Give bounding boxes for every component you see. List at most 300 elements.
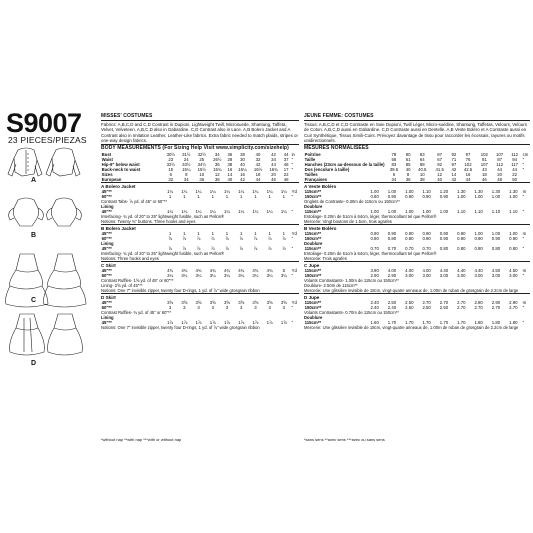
- french-yardage-value: 0.90: [422, 236, 431, 242]
- skirt-c-front-back-drawing: [4, 252, 88, 310]
- english-yardage-value: 3¼: [209, 273, 216, 279]
- english-lining-value: ⅞: [182, 246, 187, 252]
- french-measurement-value: 44: [497, 166, 502, 172]
- english-measurement-value: 14: [227, 172, 233, 177]
- english-measurement-value: 42: [271, 151, 276, 157]
- figure-d-skirt-illustration: [4, 312, 88, 370]
- french-lining-value: 0.80: [457, 246, 466, 252]
- english-measurement-value: 30: [240, 156, 245, 162]
- english-measurement-value: 15¼: [182, 166, 191, 172]
- english-yardage-value: 3⅝: [167, 300, 174, 306]
- english-body-heading: BODY MEASUREMENTS (For Sizing Help Visit www.simplicity.com/sizehelp): [101, 145, 289, 152]
- english-measurement-value: 32½: [166, 161, 175, 167]
- french-yardage-value: 0.90: [387, 194, 397, 200]
- english-yardage-value: 1: [183, 194, 186, 200]
- french-measurement-value: 107: [496, 151, 504, 157]
- english-measurement-value: 26½: [213, 156, 222, 162]
- french-measurement-value: 88: [419, 161, 425, 167]
- english-measurement-value: 44: [283, 151, 289, 157]
- english-yardage-value: 1: [225, 194, 229, 200]
- french-measurement-unit: ": [522, 166, 525, 172]
- french-yardage-value: 2.50: [405, 300, 414, 306]
- english-section-sub: Lining: [101, 315, 114, 321]
- french-measurement-value: 64: [419, 156, 425, 162]
- english-measurement-value: 10: [199, 172, 205, 177]
- english-yardage-value: 4¾: [252, 268, 259, 274]
- french-measurement-value: 97: [451, 161, 457, 167]
- french-measurement-value: 83: [391, 161, 397, 167]
- french-lining-label: 115cm**: [304, 246, 322, 252]
- english-yardage-value: 4¾: [181, 268, 188, 274]
- french-yardage-value: 0.80: [370, 194, 379, 200]
- english-measurement-value: 16: [240, 172, 245, 177]
- english-section-note: Contrast Tabs- ⅞ yd. of 45" or 60"**: [101, 199, 167, 205]
- english-yardage-value: 3¼: [280, 273, 287, 279]
- french-lining-value: 1.60: [370, 320, 379, 326]
- french-yardage-value: 2.90: [491, 300, 501, 306]
- french-section-title: D Jupe: [304, 293, 530, 300]
- french-measurement-value: 14: [451, 172, 457, 177]
- french-yardage-value: 2.50: [387, 300, 397, 306]
- french-section-note: Entoilage- 0.20m de 51cm à 64cm, léger, thermocollant tel que Pellon®: [304, 251, 437, 257]
- english-yardage-value: 1: [282, 231, 286, 237]
- english-lining-value: 1⅞: [209, 320, 216, 326]
- french-measurement-value: 41.5: [435, 166, 444, 172]
- french-lining-value: 0.70: [405, 246, 414, 252]
- french-yardage-value: 3.00: [457, 273, 466, 279]
- english-yardage-value: 3⅝: [280, 300, 287, 306]
- english-yardage-value: ⅞: [282, 236, 286, 242]
- french-lining-unit: ": [522, 246, 525, 252]
- english-yardage-value: 3¼: [223, 273, 230, 279]
- english-lining-value: ⅞: [253, 246, 258, 252]
- french-yardage-value: 0.80: [387, 236, 397, 242]
- french-measurement-value: 40: [405, 166, 411, 172]
- english-lining-label: 45"**: [101, 209, 112, 215]
- english-measurement-value: 22: [283, 172, 289, 177]
- french-yardage-value: 0.90: [457, 236, 466, 242]
- french-lining-value: 1.00: [387, 209, 397, 215]
- english-measurement-label: Hip-9" below waist: [101, 161, 140, 167]
- french-measurement-value: 8: [406, 172, 410, 177]
- french-yardage-value: 0.90: [439, 194, 449, 200]
- french-measurement-value: 10: [419, 172, 425, 177]
- french-measurement-value: 43: [481, 166, 487, 172]
- french-measurement-value: 36: [405, 177, 411, 183]
- french-yardage-value: 0.90: [474, 236, 483, 242]
- english-measurement-value: 31½: [182, 151, 191, 157]
- french-measurement-value: 71: [451, 156, 457, 162]
- english-measurement-label: Waist: [101, 156, 113, 162]
- english-measurement-value: 46: [271, 177, 276, 183]
- english-yardage-label: 45"**: [101, 231, 112, 237]
- french-measurement-value: 16: [465, 172, 471, 177]
- english-measurement-unit: ": [291, 166, 294, 172]
- french-yardage-value: 2.70: [439, 300, 449, 306]
- english-lining-unit: ": [291, 320, 294, 326]
- french-measurement-value: 22: [512, 172, 517, 177]
- english-lining-value: ⅞: [282, 246, 286, 252]
- french-yardage-value: 0.80: [370, 236, 379, 242]
- english-yardage-value: 1¼: [195, 188, 202, 194]
- french-lining-value: 0.80: [509, 246, 518, 252]
- english-section-note: Contrast Ruffles- 1⅝ yd. of 45" or 60"**: [101, 278, 174, 284]
- english-yardage-value: 3: [168, 305, 172, 311]
- english-yardage-value: ⅞: [267, 236, 272, 242]
- french-yardage-label: 115cm**: [304, 188, 322, 194]
- english-yardage-label: 60"**: [101, 194, 112, 200]
- french-yardage-unit: ": [522, 305, 525, 311]
- english-yardage-value: 1: [225, 231, 229, 237]
- english-measurement-table: [101, 152, 299, 183]
- english-yardage-value: 1: [240, 231, 243, 237]
- french-measurement-label: Tailles: [304, 172, 318, 177]
- french-yardage-value: 2.70: [422, 300, 431, 306]
- french-title: JEUNE FEMME: COSTUMES: [304, 113, 374, 119]
- french-yardage-value: 0.90: [491, 236, 501, 242]
- english-measurement-value: 15¾: [213, 166, 222, 172]
- figure-b-bolero-illustration: [4, 196, 88, 238]
- english-yardage-value: 1: [168, 194, 172, 200]
- french-measurement-value: 112: [511, 151, 519, 157]
- french-lining-value: 1.70: [457, 320, 466, 326]
- english-yardage-value: 3⅝: [266, 300, 273, 306]
- french-yardage-value: 1.00: [491, 194, 501, 200]
- french-yardage-table: [304, 300, 530, 310]
- french-yardage-value: 3.00: [422, 273, 431, 279]
- english-measurement-value: 25: [199, 156, 205, 162]
- english-measurement-value: 36: [227, 151, 233, 157]
- english-measurement-value: 28: [227, 156, 233, 162]
- english-section-sub: Lining: [101, 241, 114, 247]
- pattern-number: S9007: [6, 108, 82, 138]
- english-measurement-value: 46: [283, 161, 289, 167]
- french-yardage-value: 0.90: [457, 231, 466, 237]
- english-measurement-unit: ": [291, 156, 294, 162]
- french-yardage-value: 3.90: [370, 268, 379, 274]
- french-lining-value: 0.70: [370, 246, 379, 252]
- french-lining-value: 0.80: [491, 246, 501, 252]
- french-measurement-value: 42: [451, 166, 457, 172]
- french-yardage-value: 1.00: [509, 231, 518, 237]
- french-measurement-value: 117: [511, 161, 519, 167]
- english-measurement-unit: ": [291, 161, 294, 167]
- french-measurement-value: 107: [480, 161, 488, 167]
- english-yardage-value: 3: [254, 305, 257, 311]
- english-lining-value: 1¼: [167, 209, 174, 215]
- english-yardage-value: 3⅝: [209, 300, 216, 306]
- english-section-note: Notions: One 7" invisible zipper, twenty four D-rings, 1 yd. of ⅞" wide grosgrain ribbon: [101, 288, 260, 294]
- french-yardage-value: 2.70: [457, 300, 466, 306]
- french-yardage-unit: ": [522, 194, 525, 200]
- french-yardage-label: 150cm**: [304, 273, 322, 279]
- english-yardage-value: 3⅝: [181, 300, 188, 306]
- figure-label-c: C: [31, 297, 37, 304]
- english-section-title: B Bolero Jacket: [101, 224, 299, 231]
- french-lining-value: 1.70: [387, 320, 397, 326]
- french-measurement-unit: ": [522, 156, 525, 162]
- english-fabrics: Fabrics: A,B,C,D and C,D Contrast in Dupioni, Lightweight Twill, Microsuede, Shantung, Taffeta, Velvet, Velveteen. A,B,C,D also in Gabardine. C,D Contrast also in Lace. A,B Bolero Jacket and A Contrast also in Imitation Leather, Leather-Like fabrics. Extra fabric needed to match plaids, stripes or one-way design fabrics.: [101, 122, 298, 144]
- french-yardage-label: 115cm**: [304, 300, 322, 306]
- french-yardage-value: 1.30: [457, 188, 466, 194]
- french-measurement-value: 102: [480, 151, 488, 157]
- english-yardage-value: 3¼: [266, 273, 273, 279]
- english-yardage-value: 4¾: [195, 268, 202, 274]
- french-yardage-value: 2.80: [474, 300, 483, 306]
- french-measurement-table: [304, 152, 530, 183]
- english-measurement-unit: in: [291, 151, 295, 157]
- english-measurement-label: Sizes: [101, 172, 113, 177]
- french-yardage-value: 1.00: [387, 188, 397, 194]
- french-yardage-unit: m: [522, 188, 527, 194]
- french-measurement-value: 42.5: [463, 166, 473, 172]
- english-lining-value: ⅞: [239, 246, 243, 252]
- french-yardage-value: 4.40: [439, 268, 449, 274]
- english-measurement-value: 15: [168, 166, 174, 172]
- english-yardage-value: ⅞: [182, 236, 187, 242]
- french-yardage-value: 2.70: [491, 305, 501, 311]
- english-yardage-value: 1: [197, 231, 200, 237]
- english-yardage-unit: Yd: [291, 188, 297, 194]
- english-title: MISSES' COSTUMES: [101, 113, 153, 119]
- french-lining-value: 0.70: [387, 246, 397, 252]
- french-lining-value: 1.10: [474, 209, 483, 215]
- figure-c-skirt-illustration: [4, 252, 88, 310]
- french-lining-value: 1.10: [509, 209, 518, 215]
- french-yardage-value: 0.90: [439, 236, 449, 242]
- english-yardage-value: ⅞: [253, 236, 258, 242]
- french-footnote: *sans sens **avec sens ***avec ou sans sens: [304, 437, 385, 442]
- french-yardage-value: 3.00: [509, 273, 518, 279]
- french-yardage-value: 0.90: [422, 194, 431, 200]
- english-yardage-value: 3: [240, 305, 243, 311]
- french-fabrics: Tissus: A,B,C,D et C,D Contraste en Soie Dupioni, Twill Léger, Micro-suédine, Shantung, Taffetas, Velours, Velours de Coton. A,B,C,D aussi en Gabardine. C,D Contraste aussi en Dentelle. A,B Veste Boléro et A Contraste aussi en Cuir Synthétique, Tissus Simili-Cuirs. Prévoyez davantage de tissu pour raccorder les écossais, rayures ou motifs unidirectionnels.: [304, 122, 527, 144]
- english-yardage-value: 1: [282, 194, 286, 200]
- french-section-title: B Veste Boléro: [304, 224, 530, 231]
- english-yardage-unit: ": [291, 305, 294, 311]
- english-yardage-label: 60"**: [101, 305, 112, 311]
- french-yardage-value: 1.30: [491, 188, 501, 194]
- french-yardage-value: 1.00: [370, 188, 379, 194]
- english-measurement-value: 34½: [197, 161, 206, 167]
- english-measurement-value: 32½: [197, 151, 206, 157]
- english-measurement-value: 40: [227, 177, 233, 183]
- english-measurement-value: 33½: [182, 161, 191, 167]
- bolero-a-front-back-drawing: [4, 144, 88, 186]
- french-measurement-label: Poitrine: [304, 151, 321, 157]
- english-yardage-value: 1: [183, 231, 186, 237]
- french-measurement-value: 67: [437, 156, 443, 162]
- french-lining-label: 115cm**: [304, 320, 322, 326]
- english-lining-value: 1¼: [181, 209, 188, 215]
- french-measurement-value: 40.5: [418, 166, 427, 172]
- french-measurement-value: 81: [481, 156, 487, 162]
- french-measurement-value: 50: [512, 177, 517, 183]
- french-yardage-value: 2.50: [422, 305, 431, 311]
- english-lining-value: 1¼: [238, 209, 245, 215]
- english-yardage-label: 45"**: [101, 188, 112, 194]
- french-measurement-value: 18: [481, 172, 487, 177]
- french-section-note: Entoilage- 0.20m de 51cm à 64cm, léger, thermocollant tel que Pellon®: [304, 214, 437, 220]
- french-yardage-value: 4.00: [422, 268, 431, 274]
- english-yardage-value: 1¼: [252, 188, 259, 194]
- english-measurement-value: 40: [240, 161, 245, 167]
- french-section-title: C Jupe: [304, 261, 530, 268]
- english-lining-unit: ": [291, 246, 294, 252]
- english-section-note: Notions: Twenty ¾" buttons. Three hooks and eyes: [101, 219, 196, 225]
- french-measurement-value: 20: [497, 172, 502, 177]
- french-yardage-value: 0.90: [387, 231, 397, 237]
- english-section-title: A Bolero Jacket: [101, 182, 299, 189]
- french-yardage-value: 3.00: [405, 273, 414, 279]
- french-yardage-value: 3.00: [474, 273, 483, 279]
- french-yardage-value: 4.00: [387, 268, 397, 274]
- french-yardage-value: 2.90: [509, 300, 518, 306]
- french-yardage-label: 115cm**: [304, 231, 322, 237]
- french-measurement-value: 97: [465, 151, 471, 157]
- english-measurement-value: 37: [283, 156, 289, 162]
- english-measurement-value: 34: [183, 177, 189, 183]
- english-yardage-value: 4¾: [209, 268, 216, 274]
- french-yardage-value: 0.90: [405, 231, 414, 237]
- english-measurement-value: 15½: [197, 166, 206, 172]
- english-yardage-value: ⅞: [239, 236, 243, 242]
- french-measurement-value: 39.5: [389, 166, 399, 172]
- english-yardage-unit: Yd: [291, 268, 297, 274]
- english-measurement-value: 44: [255, 177, 261, 183]
- english-lining-label: 45"**: [101, 246, 112, 252]
- english-measurement-value: 18: [255, 172, 261, 177]
- english-yardage-table: [101, 189, 299, 199]
- french-lining-value: 0.80: [439, 246, 449, 252]
- english-yardage-value: 3: [197, 305, 200, 311]
- french-yardage-value: 1.00: [474, 194, 483, 200]
- french-section-note: Volants Contrastants- 1.00m de 115cm ou 150cm**: [304, 278, 399, 284]
- english-measurement-value: 8: [185, 172, 188, 177]
- french-lining-value: 1.00: [405, 209, 414, 215]
- french-measurement-value: 34: [391, 177, 397, 183]
- english-yardage-label: 45"**: [101, 268, 112, 274]
- french-section-note: Onglets de Contraste- 0.30m de 115cm ou 150cm**: [304, 199, 400, 205]
- french-yardage-value: 0.90: [370, 231, 379, 237]
- english-measurement-label: European: [101, 177, 122, 183]
- french-yardage-label: 150cm**: [304, 305, 322, 311]
- french-measurement-value: 80: [405, 151, 411, 157]
- english-yardage-value: 1: [254, 231, 257, 237]
- figure-label-b: B: [31, 232, 37, 239]
- english-yardage-value: 3: [282, 305, 286, 311]
- english-lining-value: ⅞: [225, 246, 229, 252]
- french-section-sub: Doublure: [304, 315, 323, 321]
- english-lining-value: 1⅞: [223, 320, 230, 326]
- english-measurement-value: 42: [255, 161, 261, 167]
- french-lining-value: 1.70: [422, 320, 431, 326]
- english-yardage-value: ⅞: [225, 236, 229, 242]
- french-yardage-value: 1.10: [422, 188, 431, 194]
- english-lining-value: 1⅞: [266, 320, 273, 326]
- french-lining-value: 1.00: [422, 209, 431, 215]
- french-body-heading: MESURES NORMALISÉES: [304, 145, 369, 152]
- french-measurement-value: 6: [392, 172, 396, 177]
- french-section-note: Doublure- 2.50m de 115cm**: [304, 283, 358, 289]
- french-yardage-value: 1.30: [474, 188, 483, 194]
- english-yardage-value: 1¼: [167, 188, 174, 194]
- french-yardage-value: 2.70: [474, 305, 483, 311]
- french-yardage-value: 4.00: [405, 268, 414, 274]
- english-measurement-value: 12: [214, 172, 220, 177]
- english-measurement-label: Bust: [101, 151, 112, 157]
- english-measurement-value: 36: [214, 161, 220, 167]
- french-yardage-value: 1.20: [439, 188, 449, 194]
- french-lining-value: 1.70: [439, 320, 449, 326]
- english-yardage-unit: Yd: [291, 300, 297, 306]
- english-yardage-value: 3: [268, 305, 271, 311]
- english-yardage-value: 4¾: [223, 268, 230, 274]
- french-yardage-value: 2.70: [509, 305, 518, 311]
- english-lining-value: ⅞: [267, 246, 272, 252]
- english-yardage-value: 3⅝: [252, 300, 259, 306]
- french-yardage-value: 3.00: [491, 273, 501, 279]
- english-yardage-table: [101, 268, 299, 278]
- english-yardage-value: 5: [282, 268, 286, 274]
- french-yardage-label: 150cm**: [304, 236, 322, 242]
- english-yardage-value: 3⅝: [195, 300, 202, 306]
- english-measurement-value: 16¾: [269, 166, 278, 172]
- french-yardage-unit: m: [522, 268, 527, 274]
- french-measurement-value: 12: [437, 172, 443, 177]
- french-yardage-table: [304, 268, 530, 278]
- english-yardage-value: 4¾: [167, 268, 174, 274]
- french-measurement-value: 76: [465, 156, 471, 162]
- french-measurement-value: 94: [512, 156, 517, 162]
- english-lining-value: 1¼: [266, 209, 273, 215]
- french-yardage-value: 1.00: [491, 231, 501, 237]
- figure-label-d: D: [31, 360, 37, 367]
- french-lining-value: 1.70: [405, 320, 414, 326]
- english-yardage-label: 45"**: [101, 300, 112, 306]
- english-yardage-value: 3¼: [167, 273, 174, 279]
- french-measurement-value: 87: [437, 151, 443, 157]
- english-yardage-value: ⅞: [168, 236, 172, 242]
- english-yardage-value: 1: [211, 194, 214, 200]
- english-yardage-value: 4¾: [266, 268, 273, 274]
- french-lining-label: 115cm**: [304, 209, 322, 215]
- english-lining-value: 1⅞: [167, 320, 174, 326]
- english-measurement-label: Back-neck to waist: [101, 166, 141, 172]
- english-yardage-table: [101, 231, 299, 241]
- english-section-title: D Skirt: [101, 293, 299, 300]
- french-measurement-unit: ": [522, 161, 525, 167]
- english-yardage-value: 1: [197, 194, 200, 200]
- french-measurement-value: 44: [465, 177, 471, 183]
- french-lining-unit: ": [522, 209, 525, 215]
- english-footnote: *without nap **with nap ***with or without nap: [101, 437, 182, 442]
- english-measurement-value: 32: [168, 177, 174, 183]
- english-section-title: C Skirt: [101, 261, 299, 268]
- english-yardage-value: 4¾: [238, 268, 245, 274]
- french-section-title: A Veste Boléro: [304, 182, 530, 189]
- english-measurement-value: 23: [168, 156, 174, 162]
- english-lining-value: 1¼: [252, 209, 259, 215]
- english-lining-value: 1⅞: [280, 320, 287, 326]
- english-yardage-value: 3¼: [252, 273, 259, 279]
- english-measurement-value: 16¼: [238, 166, 247, 172]
- english-yardage-value: 1: [211, 231, 214, 237]
- french-measurement-value: 78: [391, 151, 397, 157]
- french-yardage-value: 3.00: [439, 273, 449, 279]
- french-yardage-value: 0.90: [422, 231, 431, 237]
- french-section-note: Volants Contrastants- 0.70m de 115cm ou 150cm**: [304, 310, 399, 316]
